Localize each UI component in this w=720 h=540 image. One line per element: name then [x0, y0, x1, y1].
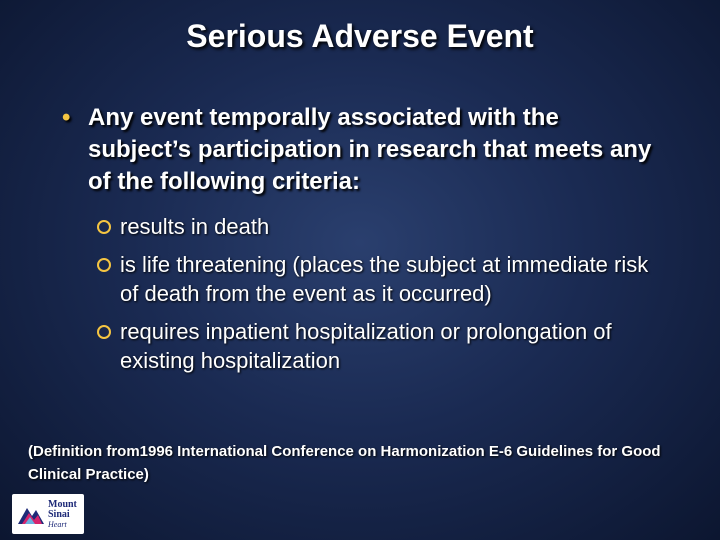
logo-line-3: Heart [48, 520, 67, 529]
slide-title: Serious Adverse Event [186, 18, 534, 54]
bullet-dot-icon: • [62, 104, 71, 131]
main-bullet-text: Any event temporally associated with the subject’s participation in research that meets any of the following criteria: [88, 104, 652, 195]
logo-line-2: Sinai [48, 509, 70, 520]
ring-bullet-icon [97, 325, 111, 339]
ring-bullet-icon [97, 258, 111, 272]
mount-sinai-logo [12, 494, 84, 534]
criteria-text: requires inpatient hospitalization or prolongation of existing hospitalization [120, 319, 612, 373]
list-item [96, 250, 656, 308]
logo-line-1: Mount [48, 499, 77, 510]
definition-footnote: (Definition from1996 International Conference on Harmonization E-6 Guidelines for Good Clinical Practice) [28, 443, 661, 483]
list-item [96, 317, 656, 375]
criteria-text: results in death [120, 214, 270, 239]
logo-wordmark [48, 500, 77, 530]
ring-bullet-icon [97, 220, 111, 234]
main-bullet [62, 102, 662, 198]
mountain-logo-icon [16, 500, 46, 528]
criteria-text: is life threatening (places the subject at immediate risk of death from the event as it occurred) [120, 252, 649, 306]
criteria-list [96, 212, 656, 384]
list-item [96, 212, 656, 241]
